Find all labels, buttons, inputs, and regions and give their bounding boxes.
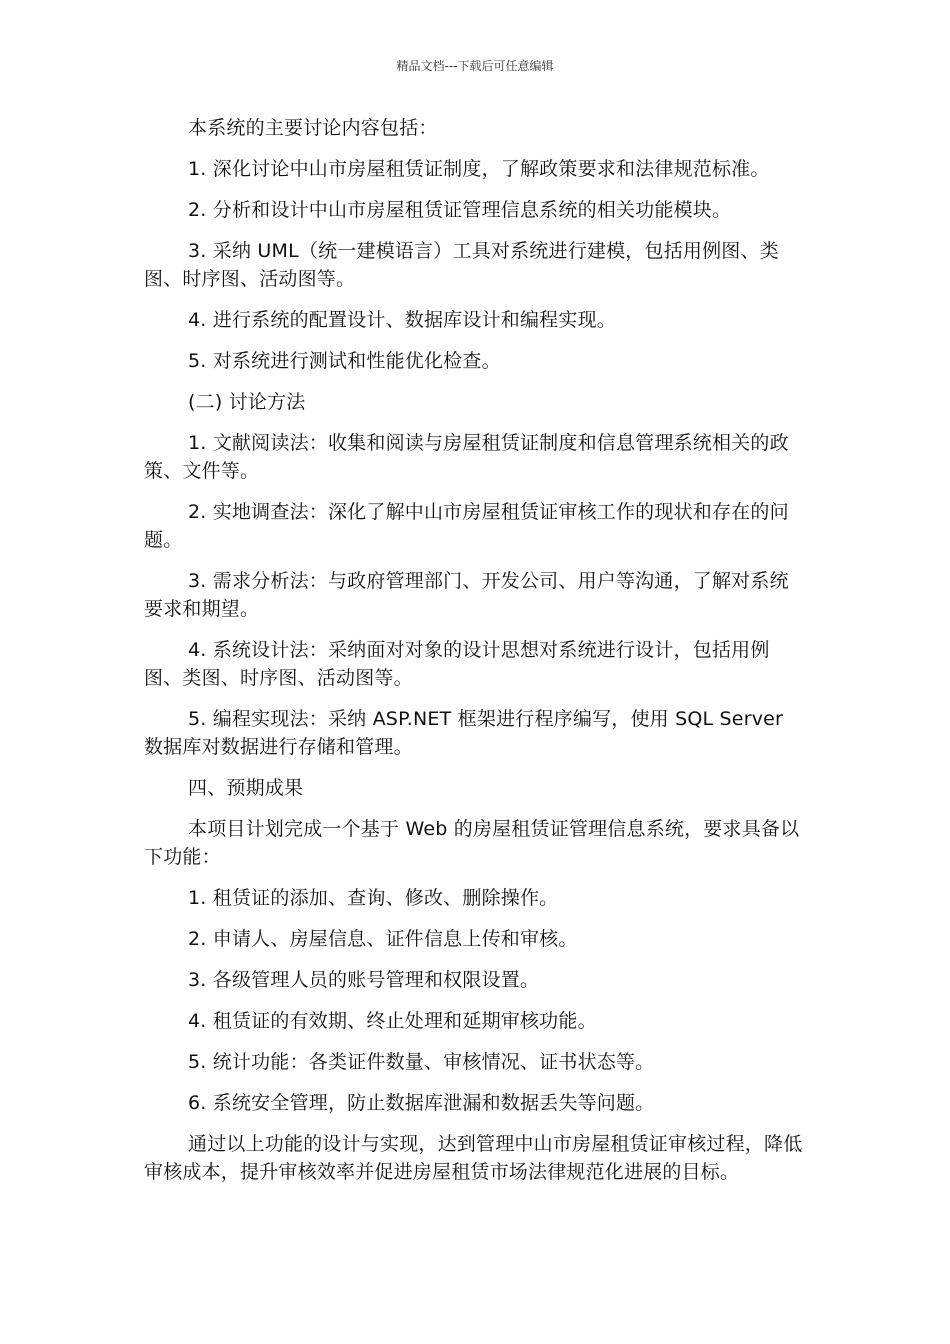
- feature-item: 5. 统计功能：各类证件数量、审核情况、证书状态等。: [188, 1051, 655, 1073]
- content-item: 4. 进行系统的配置设计、数据库设计和编程实现。: [188, 309, 616, 331]
- section-heading: 四、预期成果: [188, 777, 304, 799]
- method-item: 5. 编程实现法：采纳 ASP.NET 框架进行程序编写，使用 SQL Server 数据库对数据进行存储和管理。: [144, 708, 784, 758]
- content-item: 3. 采纳 UML（统一建模语言）工具对系统进行建模，包括用例图、类图、时序图、活动图等。: [144, 240, 779, 290]
- content-item: 2. 分析和设计中山市房屋租赁证管理信息系统的相关功能模块。: [188, 199, 732, 221]
- intro-paragraph: 本系统的主要讨论内容包括：: [188, 117, 438, 139]
- conclusion-paragraph: 通过以上功能的设计与实现，达到管理中山市房屋租赁证审核过程，降低审核成本，提升审核效率并促进房屋租赁市场法律规范化进展的目标。: [144, 1133, 803, 1183]
- page-header: 精品文档---下载后可任意编辑: [396, 59, 554, 73]
- method-item: 1. 文献阅读法：收集和阅读与房屋租赁证制度和信息管理系统相关的政策、文件等。: [144, 432, 789, 482]
- outcome-paragraph: 本项目计划完成一个基于 Web 的房屋租赁证管理信息系统，要求具备以下功能：: [144, 818, 800, 868]
- feature-item: 1. 租赁证的添加、查询、修改、删除操作。: [188, 887, 559, 909]
- feature-item: 3. 各级管理人员的账号管理和权限设置。: [188, 969, 540, 991]
- method-item: 3. 需求分析法：与政府管理部门、开发公司、用户等沟通，了解对系统要求和期望。: [144, 570, 789, 620]
- section-heading: (二) 讨论方法: [188, 391, 306, 413]
- feature-item: 4. 租赁证的有效期、终止处理和延期审核功能。: [188, 1010, 597, 1032]
- document-body: [144, 114, 806, 1199]
- content-item: 1. 深化讨论中山市房屋租赁证制度，了解政策要求和法律规范标准。: [188, 158, 770, 180]
- feature-item: 2. 申请人、房屋信息、证件信息上传和审核。: [188, 928, 578, 950]
- feature-item: 6. 系统安全管理，防止数据库泄漏和数据丢失等问题。: [188, 1092, 655, 1114]
- method-item: 4. 系统设计法：采纳面对对象的设计思想对系统进行设计，包括用例图、类图、时序图、活动图等。: [144, 639, 770, 689]
- content-item: 5. 对系统进行测试和性能优化检查。: [188, 350, 501, 372]
- method-item: 2. 实地调查法：深化了解中山市房屋租赁证审核工作的现状和存在的问题。: [144, 501, 789, 551]
